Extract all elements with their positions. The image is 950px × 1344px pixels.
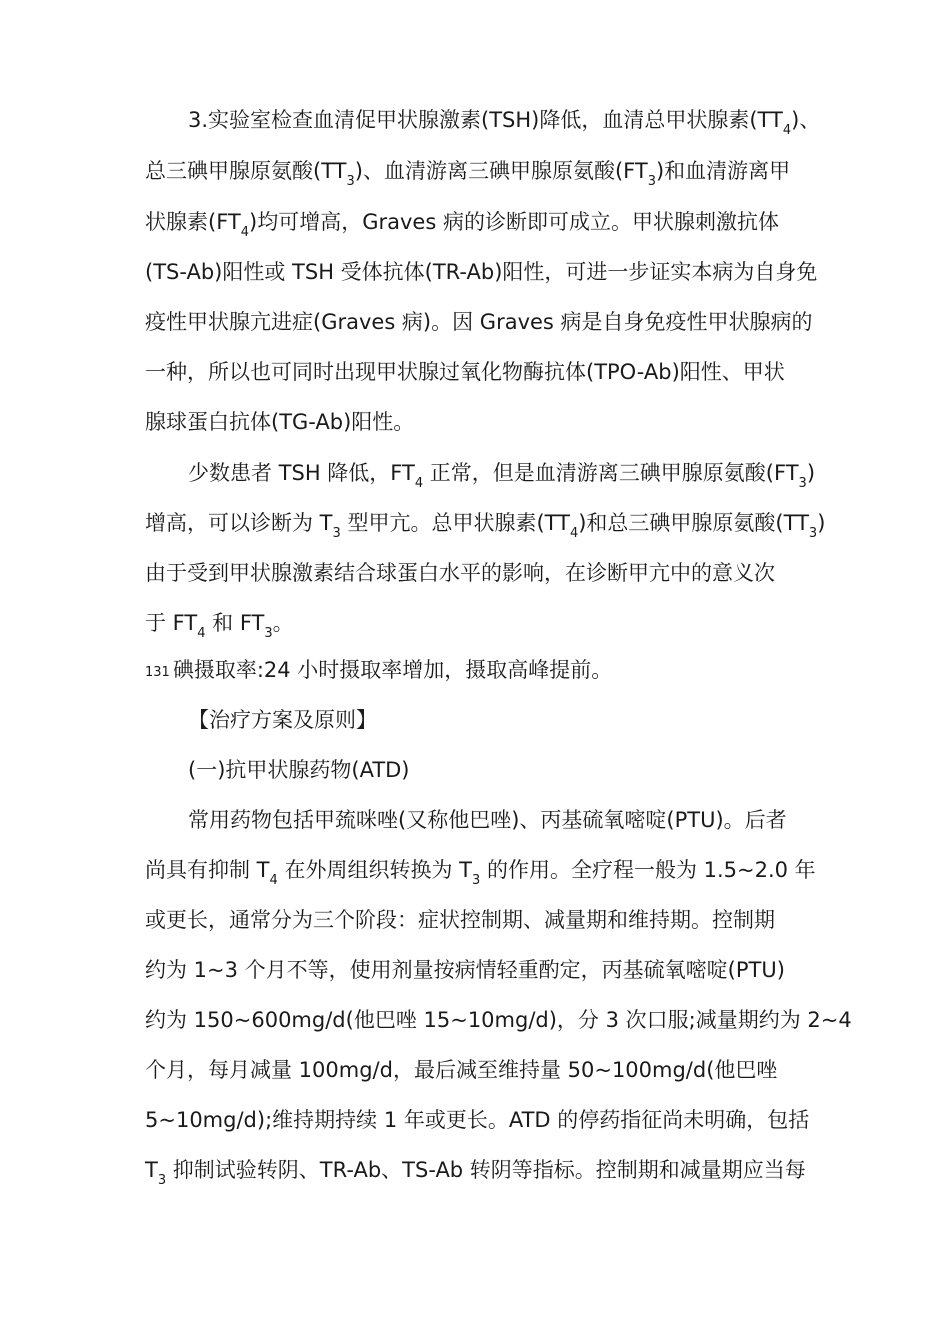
text-run: 腺球蛋白抗体(TG-Ab)阳性。 — [145, 410, 415, 434]
text-line — [145, 257, 817, 287]
text-line — [145, 558, 775, 588]
text-line — [145, 307, 813, 337]
text-line — [145, 357, 785, 387]
subscript: 3 — [332, 526, 341, 541]
text-run: 。 — [272, 611, 294, 635]
text-run: 抑制试验转阴、TR-Ab、TS-Ab 转阴等指标。控制期和减量期应当每 — [166, 1158, 806, 1182]
subscript: 4 — [240, 225, 250, 240]
text-line — [145, 1055, 777, 1085]
text-run: 型甲亢。总甲状腺素(TT — [340, 511, 570, 535]
text-line — [145, 1005, 852, 1035]
text-line — [145, 608, 294, 641]
text-run: 的作用。全疗程一般为 1.5~2.0 年 — [480, 858, 816, 882]
text-line — [188, 105, 821, 138]
subscript: 3 — [798, 476, 807, 491]
subscript: 3 — [157, 1173, 167, 1188]
text-run: 尚具有抑制 T — [145, 858, 270, 882]
text-line — [145, 905, 775, 935]
text-line — [188, 458, 816, 491]
text-run: 在外周组织转换为 T — [277, 858, 472, 882]
text-run: 5~10mg/d);维持期持续 1 年或更长。ATD 的停药指征尚未明确，包括 — [145, 1108, 810, 1132]
subscript: 4 — [269, 873, 278, 888]
text-line — [188, 755, 410, 785]
text-line — [188, 805, 787, 835]
subscript: 3 — [346, 174, 355, 189]
text-run: 【治疗方案及原则】 — [188, 708, 377, 732]
text-line — [145, 955, 785, 985]
text-run: )均可增高，Graves 病的诊断即可成立。甲状腺刺激抗体 — [249, 210, 779, 234]
text-run: 或更长，通常分为三个阶段：症状控制期、减量期和维持期。控制期 — [145, 908, 775, 932]
text-run: 约为 1~3 个月不等，使用剂量按病情轻重酌定，丙基硫氧嘧啶(PTU) — [145, 958, 785, 982]
text-line — [188, 705, 377, 735]
text-line — [145, 207, 779, 240]
text-run: 由于受到甲状腺激素结合球蛋白水平的影响，在诊断甲亢中的意义次 — [145, 561, 775, 585]
text-run: )、 — [791, 108, 821, 132]
text-run: 一种，所以也可同时出现甲状腺过氧化物酶抗体(TPO-Ab)阳性、甲状 — [145, 360, 785, 384]
text-run: 少数患者 TSH 降低，FT — [188, 461, 415, 485]
text-line — [145, 855, 816, 888]
text-run: T — [145, 1158, 158, 1182]
subscript: 3 — [471, 873, 481, 888]
text-run: 常用药物包括甲巯咪唑(又称他巴唑)、丙基硫氧嘧啶(PTU)。后者 — [188, 808, 787, 832]
text-run: (一)抗甲状腺药物(ATD) — [188, 758, 410, 782]
superscript: 131 — [145, 665, 170, 680]
subscript: 4 — [197, 626, 206, 641]
text-line — [145, 508, 826, 541]
text-run: )和总三碘甲腺原氨酸(TT — [578, 511, 809, 535]
text-run: (TS-Ab)阳性或 TSH 受体抗体(TR-Ab)阳性，可进一步证实本病为自身免 — [145, 260, 818, 284]
subscript: 4 — [414, 476, 424, 491]
subscript: 4 — [569, 526, 579, 541]
text-run: 和 FT — [205, 611, 265, 635]
text-run: ) — [806, 461, 816, 485]
text-run: 3.实验室检查血清促甲状腺激素(TSH)降低，血清总甲状腺素(TT — [188, 108, 783, 132]
text-line — [145, 1155, 806, 1188]
text-run: 总三碘甲腺原氨酸(TT — [145, 159, 347, 183]
text-run: 个月，每月减量 100mg/d，最后减至维持量 50~100mg/d(他巴唑 — [145, 1058, 778, 1082]
text-line — [145, 1105, 809, 1135]
text-run: )、血清游离三碘甲腺原氨酸(FT — [354, 159, 648, 183]
subscript: 3 — [647, 174, 656, 189]
subscript: 3 — [808, 526, 818, 541]
text-run: 疫性甲状腺亢进症(Graves 病)。因 Graves 病是自身免疫性甲状腺病的 — [145, 310, 813, 334]
text-run: 状腺素(FT — [145, 210, 241, 234]
text-run: ) — [817, 511, 826, 535]
text-run: 碘摄取率:24 小时摄取率增加，摄取高峰提前。 — [172, 658, 613, 682]
text-line — [145, 407, 414, 437]
subscript: 4 — [782, 123, 792, 138]
text-line — [145, 655, 612, 685]
subscript: 3 — [264, 626, 273, 641]
text-run: 约为 150~600mg/d(他巴唑 15~10mg/d)，分 3 次口服;减量期约为 2~4 — [145, 1008, 852, 1032]
text-run: 正常，但是血清游离三碘甲腺原氨酸(FT — [423, 461, 799, 485]
text-run: 于 FT — [145, 611, 198, 635]
text-run: 增高，可以诊断为 T — [145, 511, 333, 535]
text-line — [145, 156, 791, 189]
text-run: )和血清游离甲 — [655, 159, 791, 183]
